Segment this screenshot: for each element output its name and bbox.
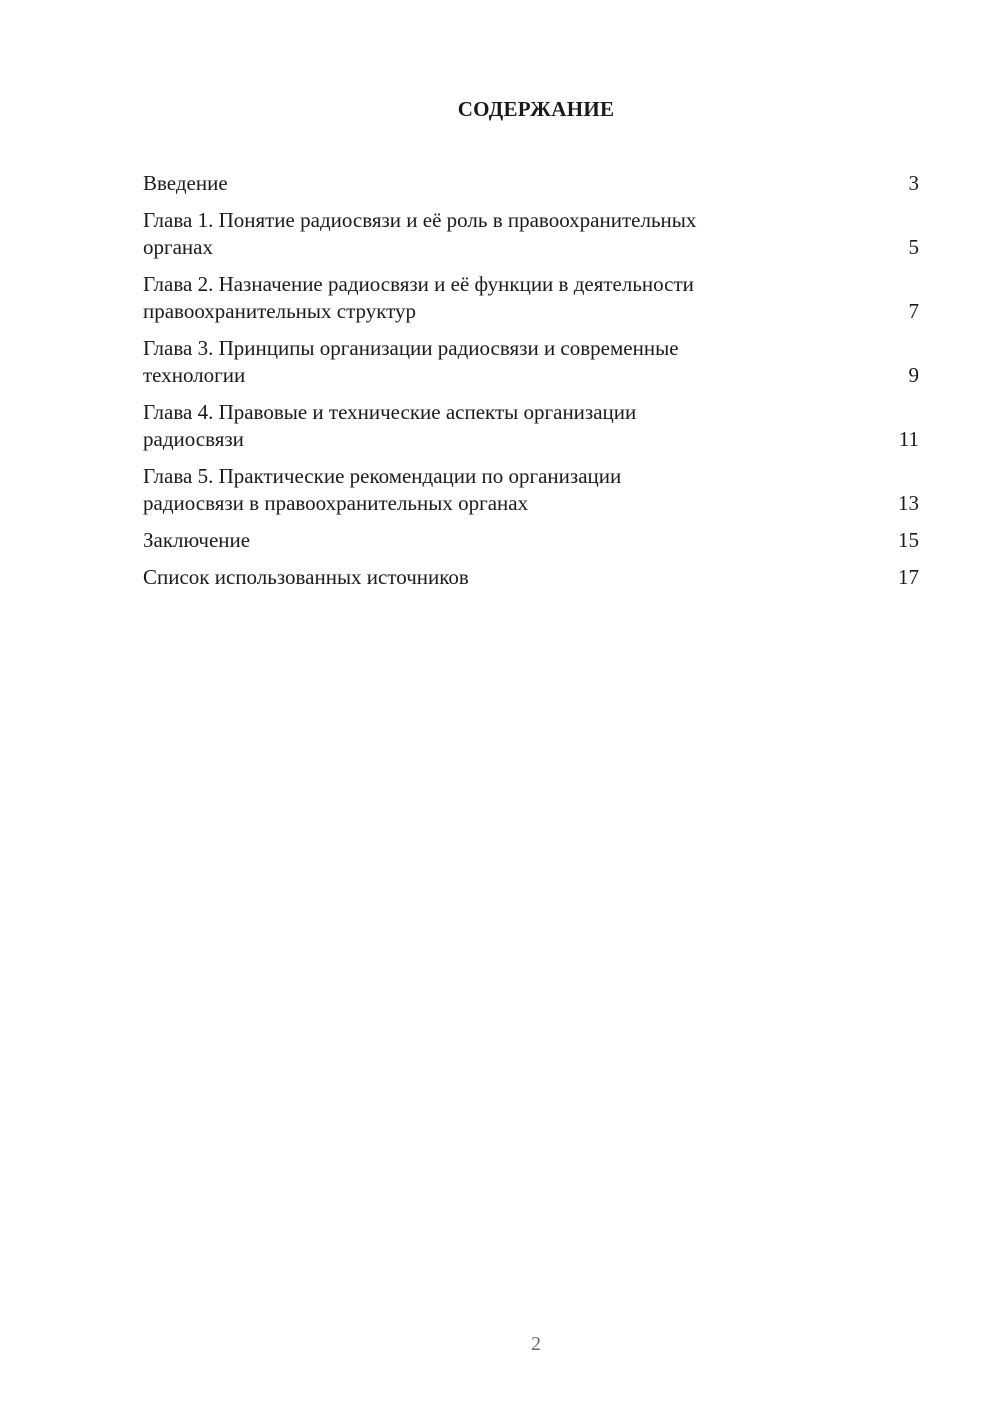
toc-entry-title-line: Глава 5. Практические рекомендации по организации: [143, 464, 622, 488]
toc-entry-page: 17: [898, 565, 919, 589]
toc-entry-title-line: органах: [143, 235, 213, 259]
toc-entry-conclusion: [143, 527, 919, 554]
page-title: СОДЕРЖАНИЕ: [457, 97, 615, 121]
toc-entry-page: 11: [898, 427, 919, 451]
toc-entry-page: 13: [898, 491, 919, 515]
toc-entry-references: [143, 564, 919, 591]
toc-entry-title-line: Глава 2. Назначение радиосвязи и её функции в деятельности: [143, 272, 694, 296]
toc-entry-page: 7: [908, 299, 919, 323]
toc-entry-page: 15: [898, 528, 919, 552]
toc-entry-title: [143, 564, 823, 591]
toc-entry-title: [143, 463, 823, 517]
toc-entry-title: [143, 170, 823, 197]
toc-entry-title: [143, 399, 823, 453]
table-of-contents: [143, 170, 919, 601]
toc-entry-title-line: Список использованных источников: [143, 565, 469, 589]
toc-entry-title-line: радиосвязи в правоохранительных органах: [143, 491, 529, 515]
toc-entry-page: 9: [908, 363, 919, 387]
toc-entry-introduction: [143, 170, 919, 197]
toc-entry-title: [143, 207, 823, 261]
toc-entry-title-line: Глава 4. Правовые и технические аспекты организации: [143, 400, 637, 424]
toc-entry-title-line: Глава 3. Принципы организации радиосвязи и современные: [143, 336, 679, 360]
toc-entry-title-line: Заключение: [143, 528, 251, 552]
toc-entry-title: [143, 335, 823, 389]
toc-entry-title-line: Глава 1. Понятие радиосвязи и её роль в правоохранительных: [143, 208, 697, 232]
toc-entry-chapter-3: [143, 335, 919, 389]
toc-entry-page: 3: [908, 171, 919, 195]
toc-entry-title-line: радиосвязи: [143, 427, 244, 451]
toc-entry-title-line: правоохранительных структур: [143, 299, 417, 323]
toc-entry-chapter-2: [143, 271, 919, 325]
toc-entry-chapter-1: [143, 207, 919, 261]
toc-entry-chapter-5: [143, 463, 919, 517]
page-number: 2: [531, 1333, 541, 1355]
toc-entry-page: 5: [908, 235, 919, 259]
toc-entry-title-line: Введение: [143, 171, 228, 195]
toc-entry-title-line: технологии: [143, 363, 246, 387]
toc-entry-title: [143, 527, 823, 554]
toc-entry-title: [143, 271, 823, 325]
toc-entry-chapter-4: [143, 399, 919, 453]
